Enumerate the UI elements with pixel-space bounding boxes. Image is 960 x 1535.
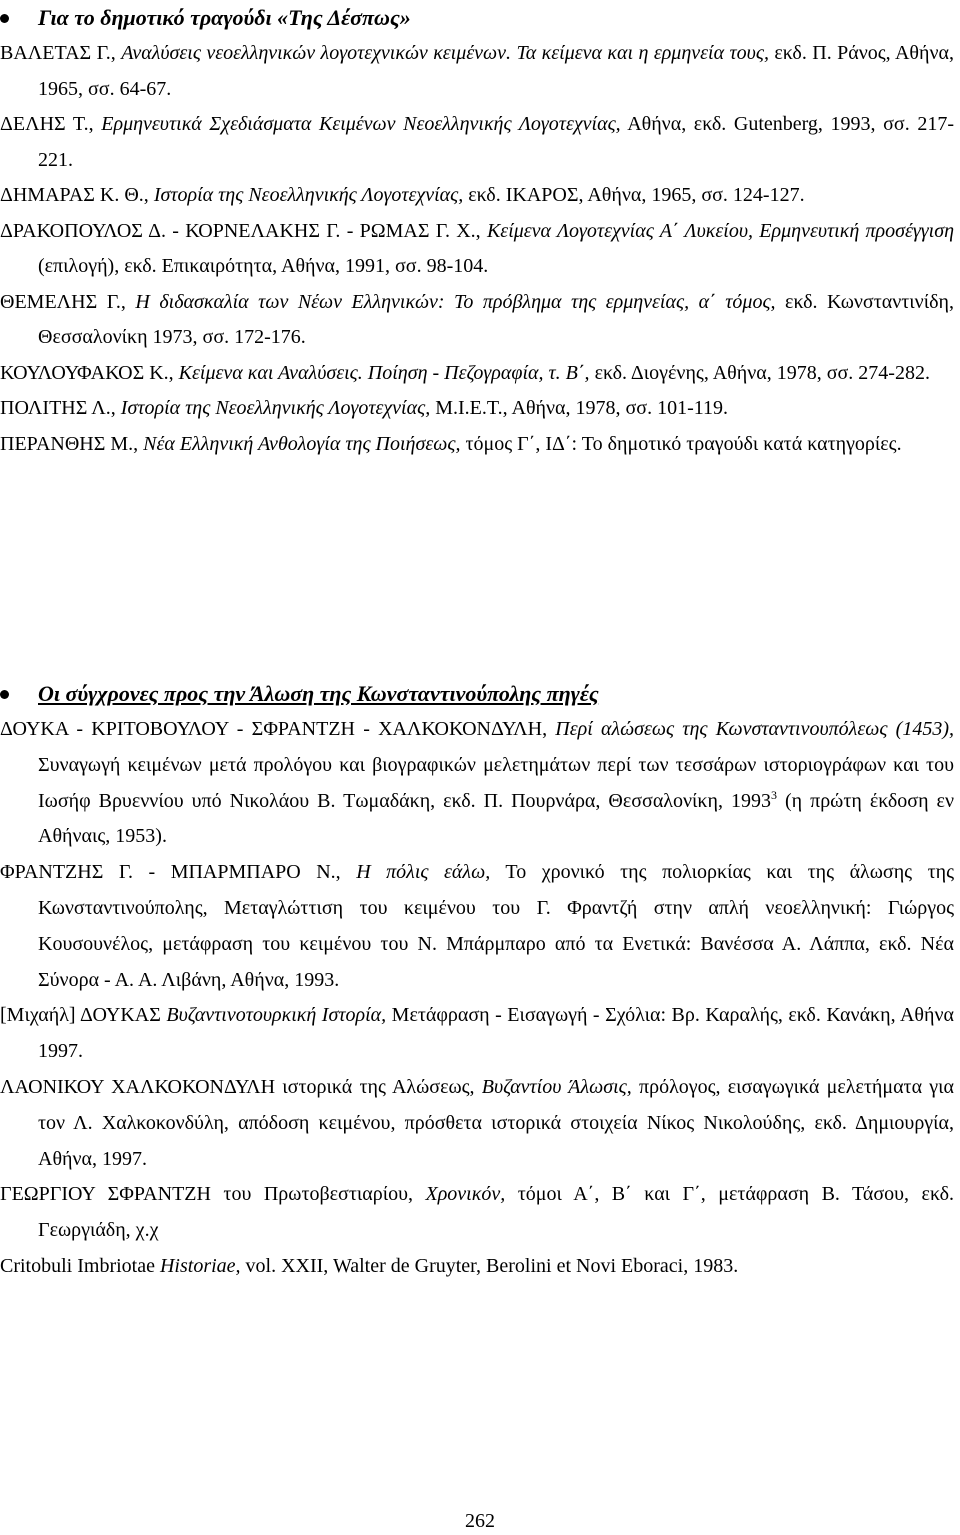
bibliography-section-fall-of-constantinople — [0, 676, 960, 1285]
entry-text: εκδ. Κωνσταντινίδη, Θεσσαλονίκη 1973, σσ. 172-176. — [38, 290, 954, 348]
entry-author: ΠΕΡΑΝΘΗΣ Μ., — [0, 432, 144, 455]
entry-author: Critobuli Imbriotae — [0, 1254, 160, 1277]
entry-title: Κείμενα Λογοτεχνίας Α΄ Λυκείου, Ερμηνευτική προσέγγιση — [486, 219, 954, 242]
entry-text: εκδ. Π. Ράνος, Αθήνα, 1965, σσ. 64-67. — [38, 42, 954, 100]
entry-author: ΘΕΜΕΛΗΣ Γ., — [0, 290, 136, 313]
entry-author: ΔΡΑΚΟΠΟΥΛΟΣ Δ. - ΚΟΡΝΕΛΑΚΗΣ Γ. - ΡΩΜΑΣ Γ. Χ., — [0, 219, 487, 242]
bibliography-entry — [0, 855, 960, 998]
entry-title: Κείμενα και Αναλύσεις. Ποίηση - Πεζογραφία, τ. Β΄, — [178, 361, 590, 384]
bibliography-entry — [0, 356, 960, 392]
entry-text: (επιλογή), εκδ. Επικαιρότητα, Αθήνα, 1991, σσ. 98-104. — [38, 255, 489, 277]
entry-text: (η πρώτη έκδοση εν Αθήναις, 1953). — [38, 789, 954, 848]
entry-title: Αναλύσεις νεοελληνικών λογοτεχνικών κειμένων. Τα κείμενα και η ερμηνεία τους, — [121, 42, 769, 64]
bibliography-entry — [0, 285, 960, 356]
entry-text: vol. XXII, Walter de Gruyter, Berolini et Novi Eboraci, 1983. — [240, 1254, 739, 1277]
entry-text: Μετάφραση - Εισαγωγή - Σχόλια: Βρ. Καραλής, εκδ. Κανάκη, Αθήνα 1997. — [38, 1004, 954, 1063]
entry-author: [Μιχαήλ] ΔΟΥΚΑΣ — [0, 1004, 167, 1027]
entry-author: ΔΟΥΚΑ - ΚΡΙΤΟΒΟΥΛΟΥ - ΣΦΡΑΝΤΖΗ - ΧΑΛΚΟΚΟΝΔΥΛΗ, — [0, 718, 556, 740]
entry-author: ΛΑΟΝΙΚΟΥ ΧΑΛΚΟΚΟΝΔΥΛΗ ιστορικά της Αλώσεως, — [0, 1075, 482, 1098]
entry-author: ΔΗΜΑΡΑΣ Κ. Θ., — [0, 184, 154, 206]
entry-text: Το χρονικό της πολιορκίας και της άλωσης της Κωνσταντινούπολης, Μεταγλώττιση του κειμένου του Γ. Φραντζή στην απλή νεοελληνική: Γιώργος Κουσουνέλος, μετάφραση του κειμένου του Ν. Μπάρμπαρο από τα Ενετικά: Βανέσσα Α. Λάππα, εκδ. Νέα Σύνορα - Α. Α. Λιβάνη, Αθήνα, 1993. — [38, 861, 954, 991]
bibliography-entry — [0, 427, 960, 463]
entry-author: ΔΕΛΗΣ Τ., — [0, 113, 102, 135]
entry-author: ΦΡΑΝΤΖΗΣ Γ. - ΜΠΑΡΜΠΑΡΟ Ν., — [0, 861, 357, 884]
entry-author: ΓΕΩΡΓΙΟΥ ΣΦΡΑΝΤΖΗ του Πρωτοβεστιαρίου, — [0, 1183, 426, 1206]
edition-superscript: 3 — [770, 787, 777, 802]
entry-title: Περί αλώσεως της Κωνσταντινουπόλεως (1453), — [555, 718, 954, 740]
bibliography-entry — [0, 1070, 960, 1177]
entry-text: Συναγωγή κειμένων μετά προλόγου και βιογραφικών μελετημάτων περί των τεσσάρων ιστοριογράφων και του Ιωσήφ Βρυεννίου υπό Νικολάου Β. Τωμαδάκη, εκδ. Π. Πουρνάρα, Θεσσαλονίκη, 1993 — [38, 753, 954, 812]
entry-author: ΒΑΛΕΤΑΣ Γ., — [0, 42, 122, 64]
bibliography-entry — [0, 107, 960, 178]
entry-author: ΚΟΥΛΟΥΦΑΚΟΣ Κ., — [0, 361, 179, 384]
entry-title: Χρονικόν, — [425, 1183, 506, 1206]
bibliography-entry — [0, 998, 960, 1070]
bibliography-entry — [0, 712, 960, 855]
bibliography-list — [0, 36, 960, 462]
section-heading-text: Για το δημοτικό τραγούδι «Της Δέσπως» — [38, 5, 411, 30]
entry-text: εκδ. ΙΚΑΡΟΣ, Αθήνα, 1965, σσ. 124-127. — [463, 184, 805, 206]
entry-text: πρόλογος, εισαγωγικά μελετήματα για τον Λ. Χαλκοκονδύλη, απόδοση κειμένου, πρόσθετα ιστορικά στοιχεία Νίκος Νικολούδης, εκδ. Δημιουργία, Αθήνα, 1997. — [38, 1075, 954, 1170]
bibliography-entry — [0, 391, 960, 427]
entry-text: τόμος Γ΄, ΙΔ΄: Το δημοτικό τραγούδι κατά κατηγορίες. — [460, 432, 902, 455]
entry-author: ΠΟΛΙΤΗΣ Λ., — [0, 397, 121, 419]
entry-title: Η πόλις εάλω, — [356, 861, 491, 884]
entry-title: Ερμηνευτικά Σχεδιάσματα Κειμένων Νεοελληνικής Λογοτεχνίας, — [101, 113, 621, 135]
entry-text: τόμοι Α΄, Β΄ και Γ΄, μετάφραση Β. Τάσου, εκδ. Γεωργιάδη, χ.χ — [38, 1183, 955, 1242]
bibliography-entry — [0, 214, 960, 285]
entry-title: Βυζαντίου Άλωσις, — [481, 1075, 632, 1098]
bibliography-entry — [0, 1177, 960, 1249]
bibliography-list — [0, 712, 960, 1285]
bullet-icon — [0, 14, 9, 23]
entry-title: Ιστορία της Νεοελληνικής Λογοτεχνίας, — [120, 397, 431, 419]
bibliography-entry — [0, 1249, 960, 1285]
section-heading-text: Οι σύγχρονες προς την Άλωση της Κωνσταντινούπολης πηγές — [38, 681, 599, 706]
section-heading — [0, 0, 960, 36]
section-heading — [0, 676, 960, 712]
entry-text: εκδ. Διογένης, Αθήνα, 1978, σσ. 274-282. — [589, 361, 930, 384]
bibliography-section-folk-song — [0, 0, 960, 462]
entry-title: Βυζαντινοτουρκική Ιστορία, — [166, 1004, 387, 1027]
page-number: 262 — [465, 1510, 495, 1532]
bibliography-entry — [0, 178, 960, 214]
entry-title: Historiae, — [159, 1254, 241, 1277]
bibliography-entry — [0, 36, 960, 107]
entry-text: Αθήνα, εκδ. Gutenberg, 1993, σσ. 217-221. — [38, 113, 954, 171]
entry-title: Ιστορία της Νεοελληνικής Λογοτεχνίας, — [153, 184, 464, 206]
entry-title: Η διδασκαλία των Νέων Ελληνικών: Το πρόβλημα της ερμηνείας, α΄ τόμος, — [135, 290, 776, 313]
entry-title: Νέα Ελληνική Ανθολογία της Ποιήσεως, — [143, 432, 461, 455]
bullet-icon — [0, 690, 9, 699]
entry-text: Μ.Ι.Ε.Τ., Αθήνα, 1978, σσ. 101-119. — [430, 397, 729, 419]
